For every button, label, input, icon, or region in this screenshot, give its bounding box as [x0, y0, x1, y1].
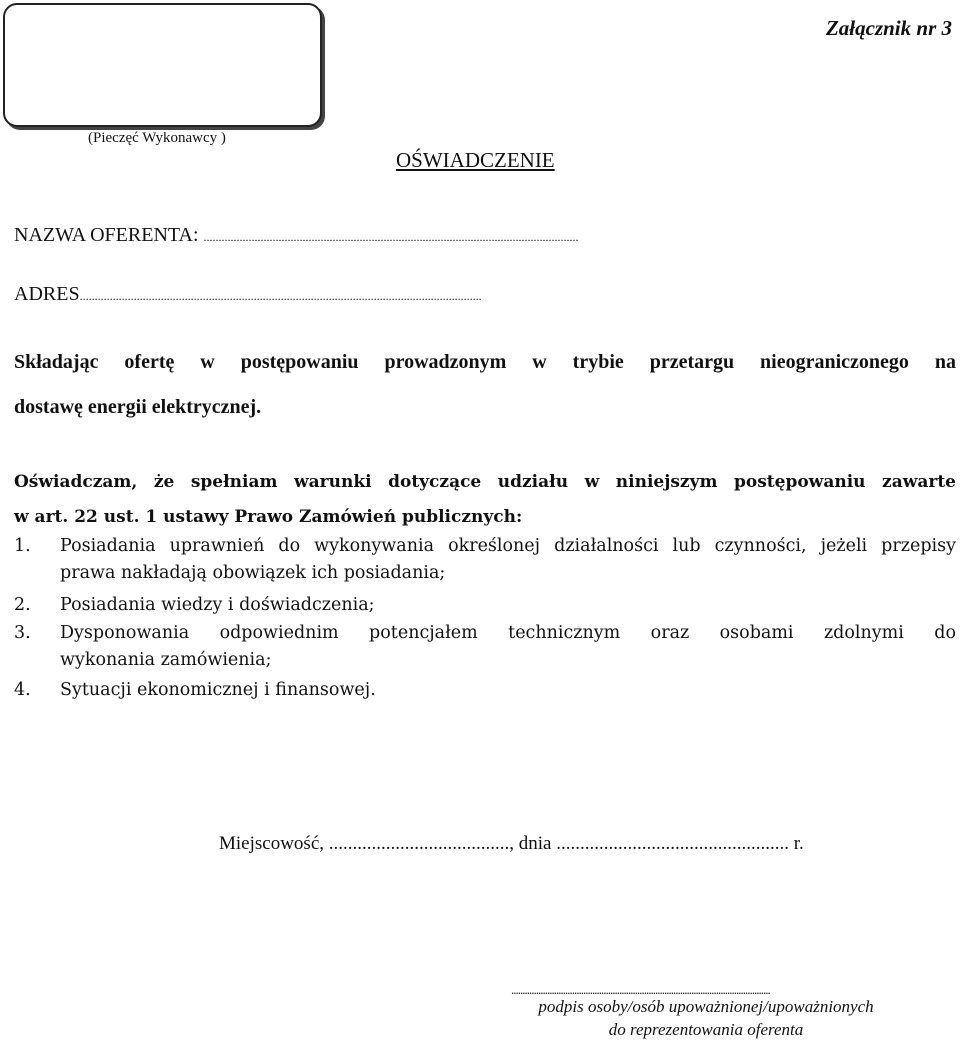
annex-label: Załącznik nr 3 — [825, 16, 952, 40]
signature-label-line-2: do reprezentowania oferenta — [608, 1020, 804, 1039]
statement-paragraph — [14, 472, 956, 492]
list-item-text: Sytuacji ekonomicznej i finansowej. — [60, 680, 376, 700]
list-item-text: Posiadania wiedzy i doświadczenia; — [60, 595, 375, 615]
list-item — [14, 536, 956, 592]
list-item-text-continued: wykonania zamówienia; — [60, 650, 272, 670]
stamp-box — [3, 3, 322, 127]
list-item — [14, 680, 956, 708]
signature-line: ................................................................................................................... — [511, 982, 770, 997]
statement-line-2: w art. 22 ust. 1 ustawy Prawo Zamówień publicznych: — [14, 507, 523, 527]
list-item-text: Posiadania uprawnień do wykonywania określonej działalności lub czynności, jeżeli przepisy — [60, 536, 956, 556]
address-label: ADRES — [14, 283, 80, 305]
list-item-number: 1. — [14, 536, 31, 556]
stamp-caption: (Pieczęć Wykonawcy ) — [88, 130, 226, 146]
intro-line-1: Składając ofertę w postępowaniu prowadzonym w trybie przetargu nieograniczonego na — [14, 351, 956, 373]
document-title: OŚWIADCZENIE — [396, 148, 555, 172]
list-item — [14, 623, 956, 679]
statement-line-1: Oświadczam, że spełniam warunki dotyczące udziału w niniejszym postępowaniu zawarte — [14, 472, 956, 492]
address-field — [14, 283, 482, 306]
offeror-name-value: ............................................................................................................................. — [203, 230, 579, 244]
place-date-line: Miejscowość, ......................................, dnia ................................................. r. — [219, 833, 804, 854]
intro-line-2: dostawę energii elektrycznej. — [14, 396, 262, 418]
intro-paragraph — [14, 351, 956, 374]
list-item — [14, 595, 956, 623]
list-item-text: Dysponowania odpowiednim potencjałem technicznym oraz osobami zdolnymi do — [60, 623, 956, 643]
list-item-number: 2. — [14, 595, 31, 615]
list-item-text-continued: prawa nakładają obowiązek ich posiadania; — [60, 563, 446, 583]
address-value: ...................................................................................................................................... — [79, 289, 482, 303]
offeror-name-field — [14, 224, 579, 247]
list-item-number: 4. — [14, 680, 31, 700]
offeror-name-label: NAZWA OFERENTA: — [14, 224, 204, 246]
list-item-number: 3. — [14, 623, 31, 643]
signature-label-line-1: podpis osoby/osób upoważnionej/upoważnionych — [538, 997, 874, 1016]
